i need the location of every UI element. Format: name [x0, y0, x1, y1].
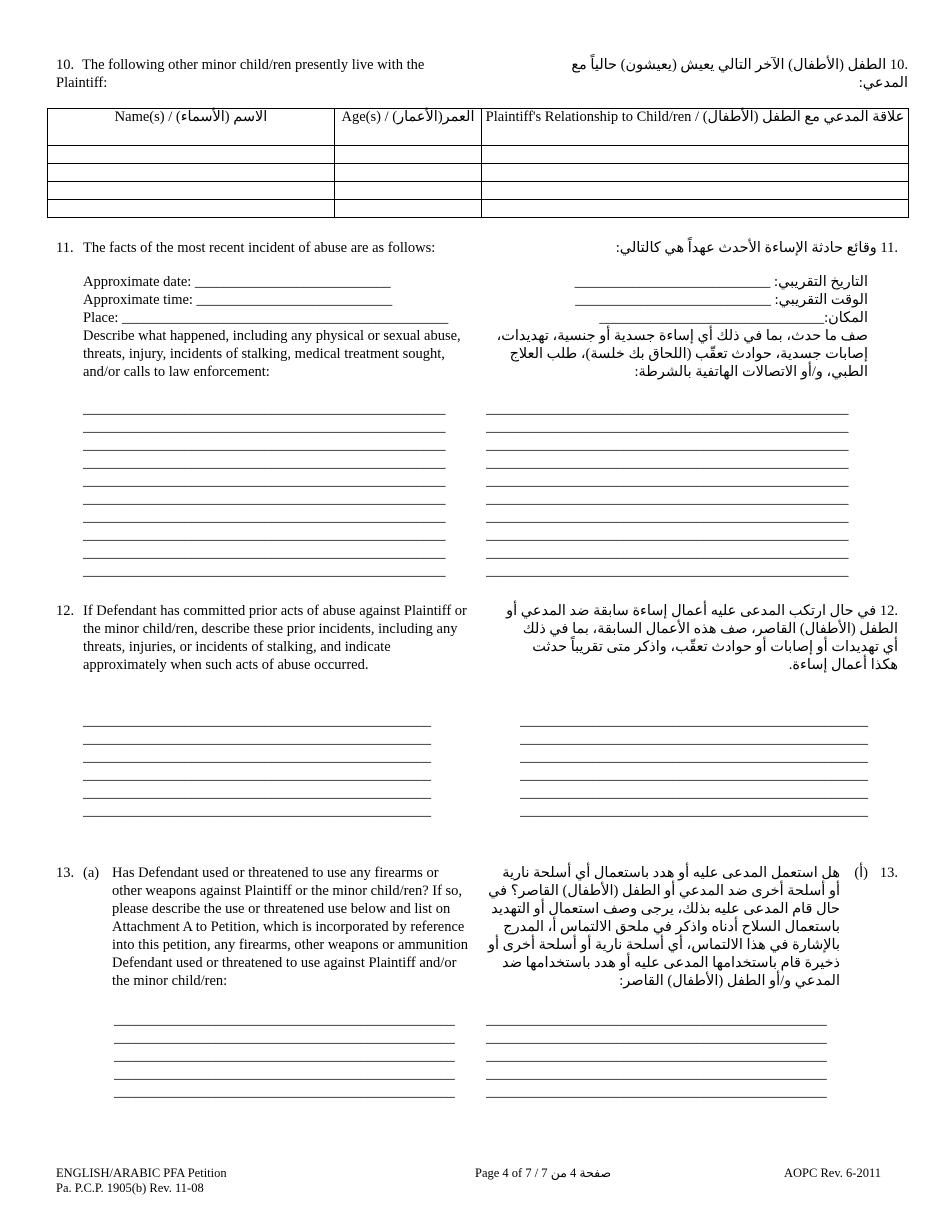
q11-describe-ar: صف ما حدث، بما في ذلك أي إساءة جسدية أو جنسية، تهديدات، إصابات جسدية، حوادث تعقّب (اللحاق بك خلسة)، طلب العلاج الطبي، و/أو الاتصالات الهاتفية بالشرطة:	[496, 328, 868, 380]
q10-number: 10.	[56, 57, 75, 73]
place-field-ar[interactable]: المكان:_______________________________	[599, 310, 868, 326]
approx-date-field-ar[interactable]: التاريخ التقريبي: ___________________________	[574, 274, 868, 290]
age-cell[interactable]	[335, 200, 482, 218]
children-table	[47, 108, 909, 218]
q11-text-en: The facts of the most recent incident of abuse are as follows:	[83, 240, 436, 256]
name-cell[interactable]	[48, 200, 335, 218]
table-row	[48, 164, 909, 182]
age-cell[interactable]	[335, 164, 482, 182]
col-header-relationship: Plaintiff's Relationship to Child/ren / علاقة المدعي مع الطفل (الأطفال)	[482, 109, 909, 146]
age-cell[interactable]	[335, 182, 482, 200]
q11-number: 11.	[56, 240, 74, 256]
table-row	[48, 146, 909, 164]
q13-number: 13.	[56, 865, 75, 881]
q11-answer-lines-ar[interactable]: __________________________________________________ __________________________________________________ __________________________________________________ __________________________________________________ __________________________________________________ __________________________________________________ __________________________________________________ __________________________________________________ __________________________________________________ __________________________________________________	[486, 401, 849, 579]
q10-text-en: The following other minor child/ren presently live with the Plaintiff:	[56, 57, 425, 91]
relationship-cell[interactable]	[482, 164, 909, 182]
q13-sub-label: (a)	[83, 865, 100, 881]
q13-answer-lines-en[interactable]: _______________________________________________ _______________________________________________ _______________________________________________ _______________________________________________ _______________________________________________	[114, 1012, 455, 1100]
q13-answer-lines-ar[interactable]: _______________________________________________ _______________________________________________ _______________________________________________ _______________________________________________ _______________________________________________	[486, 1012, 827, 1100]
q11-describe-en: Describe what happened, including any physical or sexual abuse, threats, injury, incidents of stalking, medical treatment sought, and/or calls to law enforcement:	[83, 328, 461, 380]
footer-page-number: Page 4 of 7 / 7 صفحة 4 من	[475, 1166, 612, 1180]
approx-time-field-ar[interactable]: الوقت التقريبي: ___________________________	[575, 292, 868, 308]
place-field[interactable]: Place: _____________________________________________	[83, 310, 449, 326]
q12-text-en: If Defendant has committed prior acts of abuse against Plaintiff or the minor child/ren, describe these prior incidents, including any threats, injuries, or incidents of stalking, and indicate approximately when such acts of abuse occurred.	[83, 603, 467, 673]
footer-form-name: ENGLISH/ARABIC PFA Petition	[56, 1166, 227, 1180]
q12-number: 12.	[56, 603, 75, 619]
footer-revision: AOPC Rev. 6-2011	[784, 1166, 881, 1180]
table-row	[48, 200, 909, 218]
q12-text-ar: .12 في حال ارتكب المدعى عليه أعمال إساءة سابقة ضد المدعي أو الطفل (الأطفال) القاصر، صف هذه الأعمال السابقة، بما في ذلك أي تهديدات أو إصابات أو حوادث تعقّب، واذكر متى تقريباً حدثت هكذا أعمال إساءة.	[506, 603, 898, 673]
col-header-names: Name(s) / (الاسم (الأسماء	[48, 109, 335, 146]
q12-answer-lines-en[interactable]: ________________________________________________ ________________________________________________ ________________________________________________ ________________________________________________ ________________________________________________ ________________________________________________	[83, 713, 431, 819]
relationship-cell[interactable]	[482, 200, 909, 218]
approx-time-field[interactable]: Approximate time: ___________________________	[83, 292, 393, 308]
q10-text-ar: .10 الطفل (الأطفال) الآخر التالي يعيش (يعيشون) حالياً مع المدعي:	[571, 57, 908, 91]
age-cell[interactable]	[335, 146, 482, 164]
q12-answer-lines-ar[interactable]: ________________________________________________ ________________________________________________ ________________________________________________ ________________________________________________ ________________________________________________ ________________________________________________	[520, 713, 868, 819]
name-cell[interactable]	[48, 146, 335, 164]
q13-number-ar: .13	[879, 865, 898, 881]
q13-sub-label-ar: (أ)	[854, 865, 868, 881]
table-row	[48, 182, 909, 200]
approx-date-field[interactable]: Approximate date: ___________________________	[83, 274, 391, 290]
q11-text-ar: .11 وقائع حادثة الإساءة الأحدث عهداً هي كالتالي:	[615, 240, 898, 256]
q11-answer-lines-en[interactable]: __________________________________________________ __________________________________________________ __________________________________________________ __________________________________________________ __________________________________________________ __________________________________________________ __________________________________________________ __________________________________________________ __________________________________________________ __________________________________________________	[83, 401, 446, 579]
q13-text-ar: هل استعمل المدعى عليه أو هدد باستعمال أي أسلحة نارية أو أسلحة أخرى ضد المدعي أو الطفل (الأطفال) القاصر؟ في حال قام المدعى عليه بذلك، يرجى وصف استعمال أو التهديد باستعمال السلاح أدناه واذكر في ملحق الالتماس أ، المدرج بالإشارة في هذا الالتماس، أي أسلحة نارية أو أسلحة أخرى أو ذخيرة قام باستخدامها المدعى عليه أو هدد باستخدامها ضد المدعي و/أو الطفل (الأطفال) القاصر:	[488, 865, 840, 989]
q13-text-en: Has Defendant used or threatened to use any firearms or other weapons against Plaintiff or the minor child/ren? If so, please describe the use or threatened use below and list on Attachment A to Petition, which is incorporated by reference into this petition, any firearms, other weapons or ammunition Defendant used or threatened to use against Plaintiff and/or the minor child/ren:	[112, 865, 468, 989]
col-header-ages: Age(s) / (العمر(الأعمار	[335, 109, 482, 146]
relationship-cell[interactable]	[482, 182, 909, 200]
relationship-cell[interactable]	[482, 146, 909, 164]
footer-rule: Pa. P.C.P. 1905(b) Rev. 11-08	[56, 1181, 204, 1195]
name-cell[interactable]	[48, 164, 335, 182]
name-cell[interactable]	[48, 182, 335, 200]
